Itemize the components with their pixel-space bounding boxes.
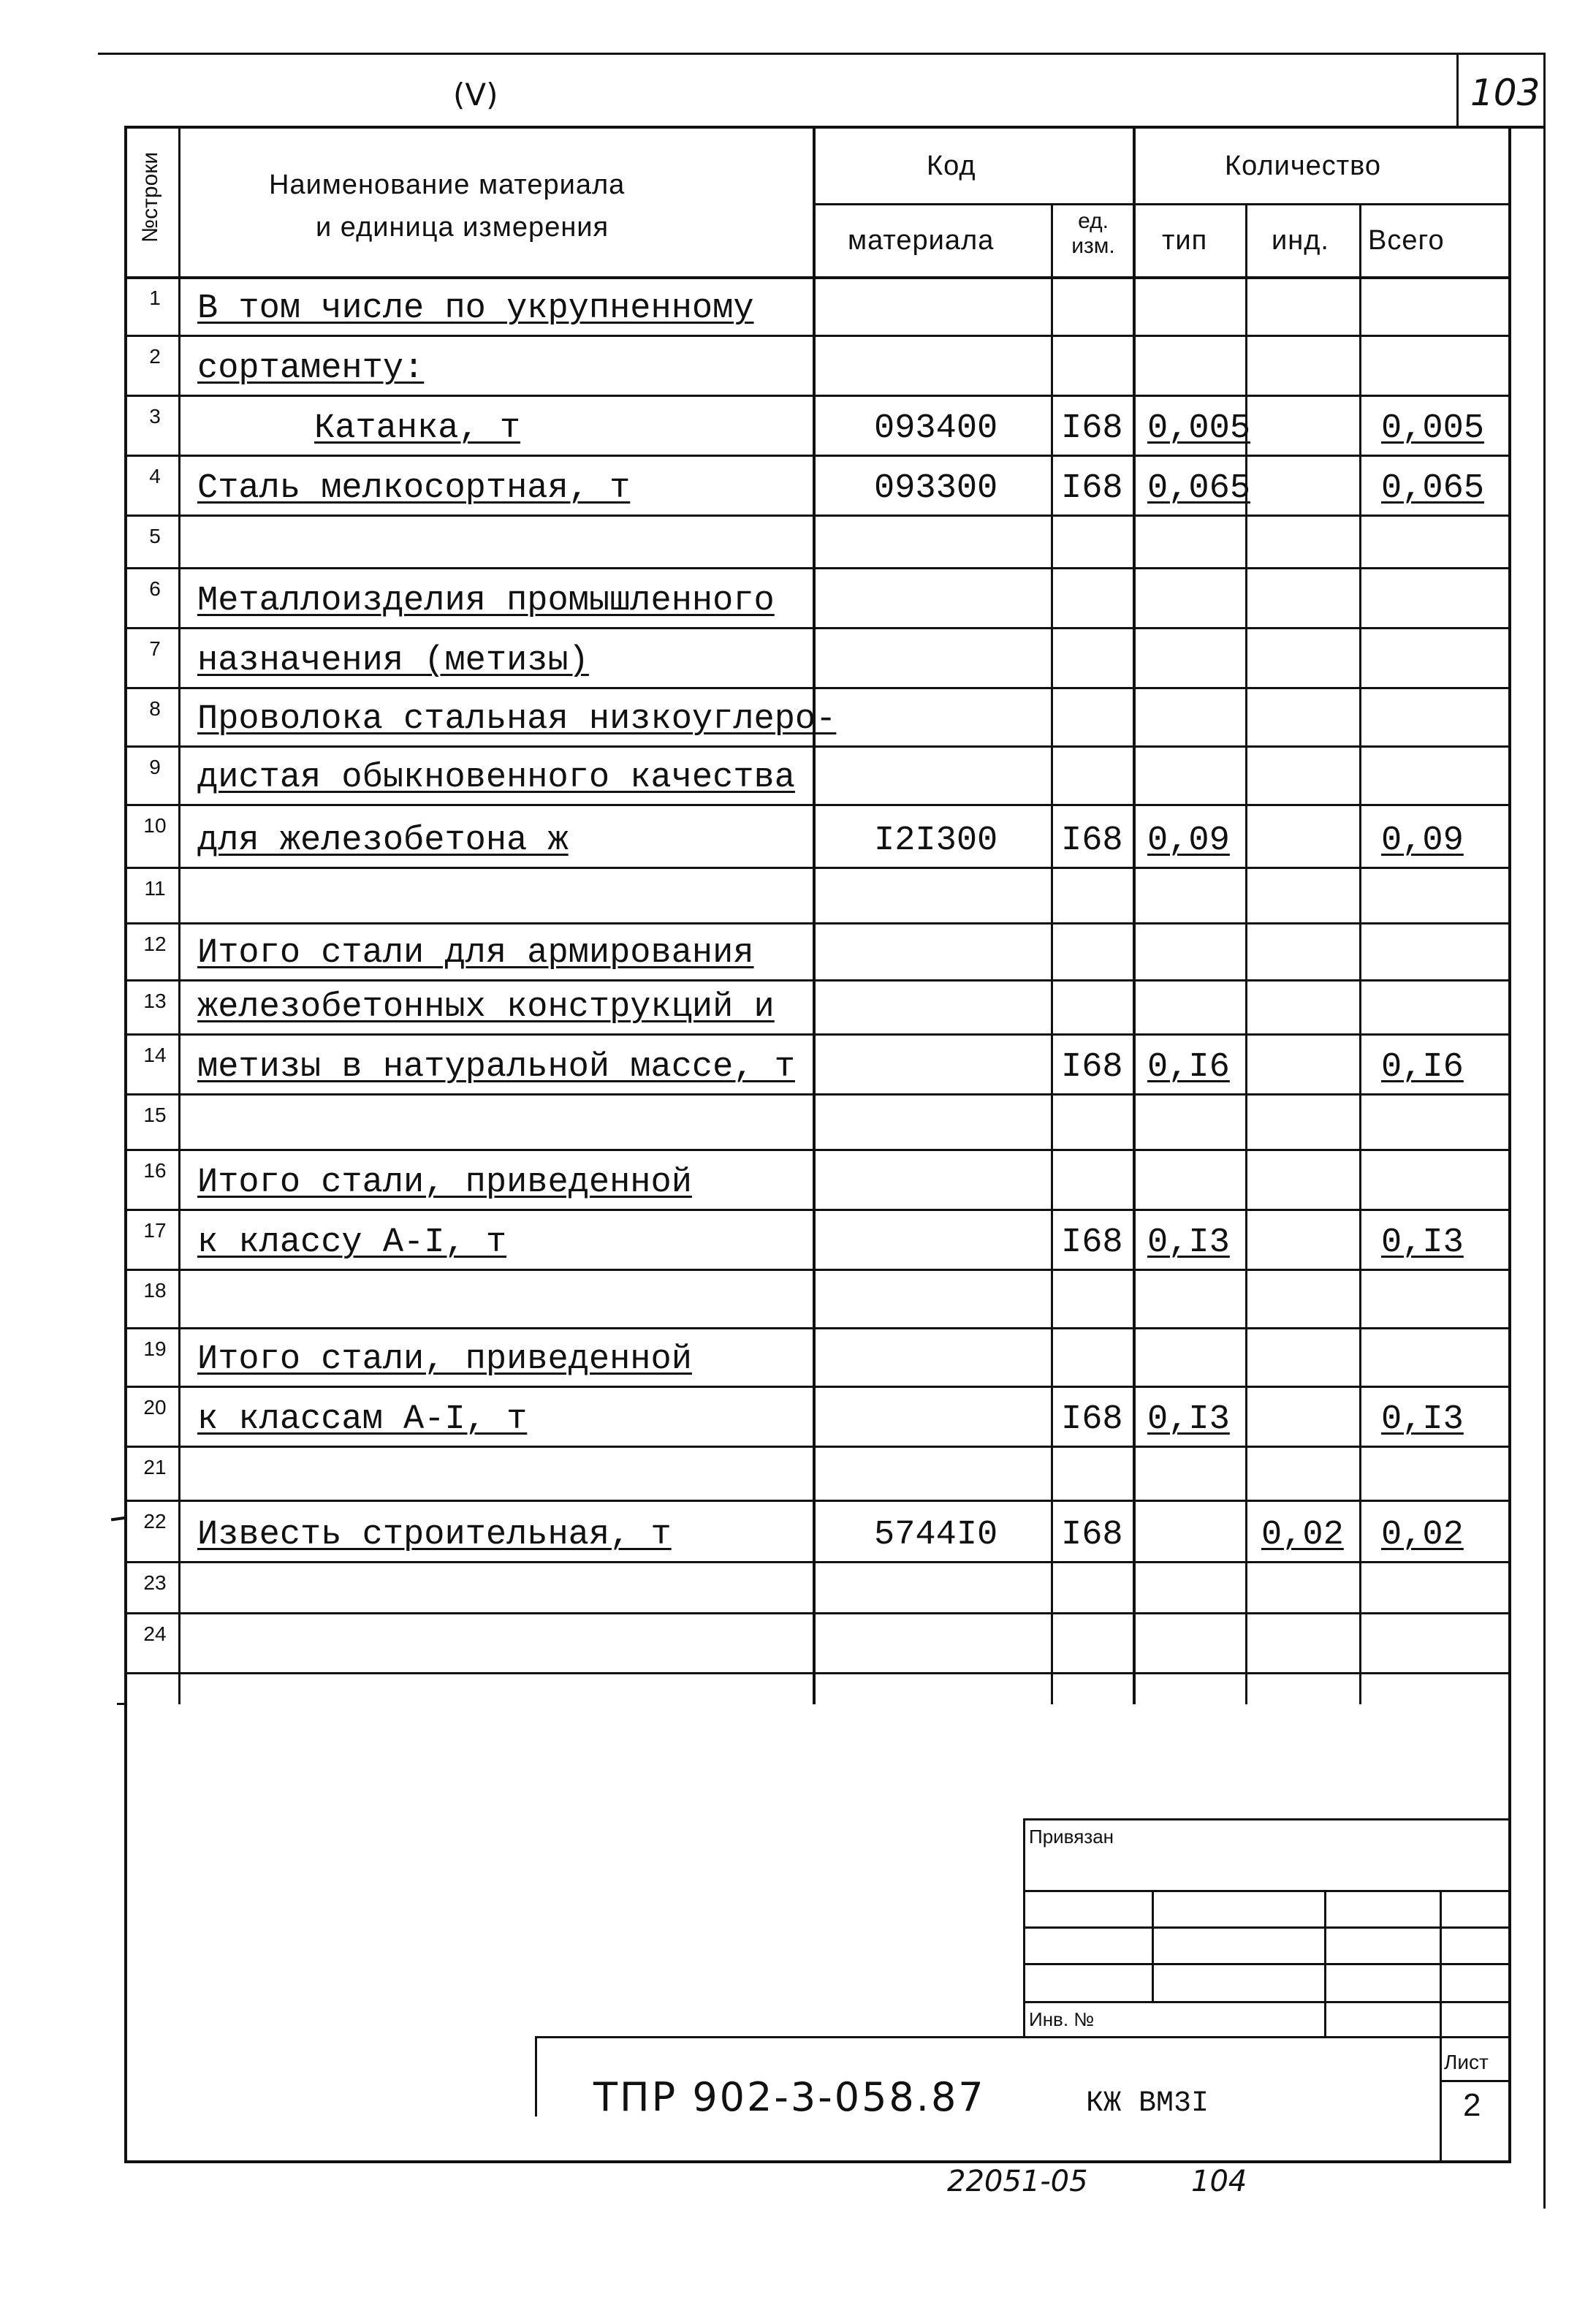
row-number: 2 (149, 345, 161, 368)
header-qty-total: Всего (1368, 225, 1445, 256)
row-unit: I68 (1061, 821, 1123, 860)
row-separator (124, 1386, 1510, 1388)
row-number: 9 (149, 756, 161, 778)
row-unit: I68 (1061, 1516, 1123, 1554)
row-total: 0,02 (1381, 1516, 1464, 1554)
stamp-col-1 (1152, 1891, 1154, 2001)
row-separator (124, 1209, 1510, 1211)
row-separator (124, 567, 1510, 569)
row-separator (124, 335, 1510, 337)
row-separator (124, 455, 1510, 457)
archive-page: 104 (1191, 2165, 1247, 2198)
row-separator (124, 1612, 1510, 1614)
row-code: I2I300 (874, 821, 998, 860)
archive-number: 22051-05 (947, 2165, 1088, 2198)
sheet-label: Лист (1444, 2051, 1489, 2073)
row-type: 0,005 (1147, 409, 1251, 448)
row-type: 0,I6 (1147, 1048, 1230, 1087)
header-code-group: Код (927, 151, 976, 181)
row-separator (124, 627, 1510, 629)
row-total: 0,005 (1381, 409, 1485, 448)
row-number: 22 (143, 1510, 167, 1533)
row-name: Сталь мелкосортная, т (197, 469, 631, 508)
row-separator (124, 1672, 1510, 1674)
row-name: к классам А-I, т (197, 1400, 528, 1439)
row-code: 5744I0 (874, 1516, 998, 1554)
stamp-inv-label: Инв. № (1029, 2008, 1095, 2030)
col-sep-code (1051, 205, 1053, 1704)
row-name: назначения (метизы) (197, 642, 589, 680)
row-separator (124, 395, 1510, 397)
row-code: 093300 (874, 469, 998, 508)
row-unit: I68 (1061, 1223, 1123, 1262)
row-number: 13 (143, 990, 167, 1012)
header-mid-line (813, 203, 1508, 205)
row-number: 15 (143, 1104, 167, 1126)
frame-right-border (1508, 126, 1511, 2162)
header-bottom-line (124, 276, 1510, 279)
title-block-top (535, 2036, 1510, 2038)
header-code-material: материала (848, 225, 995, 256)
row-unit: I68 (1061, 1048, 1123, 1087)
col-sep-ind (1359, 205, 1361, 1704)
header-qty-type: тип (1162, 225, 1208, 256)
row-name: для железобетона ж (197, 821, 569, 860)
frame-left-border (124, 126, 127, 2162)
document-mark: КЖ ВМ3I (1086, 2087, 1209, 2120)
row-number: 3 (149, 405, 161, 428)
header-qty-ind: инд. (1272, 225, 1329, 256)
header-row-number: №строки (138, 151, 162, 243)
row-separator (124, 1561, 1510, 1563)
row-separator (124, 1446, 1510, 1448)
row-type: 0,I3 (1147, 1223, 1230, 1262)
sheet-value: 2 (1463, 2087, 1481, 2123)
row-separator (124, 1033, 1510, 1036)
row-name: Известь строительная, т (197, 1516, 672, 1554)
row-name: Катанка, т (314, 409, 521, 448)
row-type: 0,09 (1147, 821, 1230, 860)
row-separator (124, 1149, 1510, 1151)
table-top-border (124, 126, 1545, 129)
stamp-line-3 (1023, 1963, 1510, 1965)
row-separator (124, 515, 1510, 517)
col-sep-name (813, 126, 816, 1704)
row-name: железобетонных конструкций и (197, 988, 775, 1027)
row-separator (124, 1500, 1510, 1502)
row-number: 18 (143, 1279, 167, 1302)
variant-mark: (V) (453, 77, 498, 113)
row-name: Итого стали, приведенной (197, 1340, 692, 1379)
row-name: Проволока стальная низкоуглеро- (197, 700, 837, 739)
row-total: 0,I3 (1381, 1400, 1464, 1439)
row-type: 0,065 (1147, 469, 1251, 508)
row-total: 0,065 (1381, 469, 1485, 508)
row-type: 0,I3 (1147, 1400, 1230, 1439)
row-separator (124, 745, 1510, 748)
stamp-col-3 (1440, 1891, 1442, 2162)
document-code: ТПР 902-3-058.87 (593, 2074, 986, 2120)
row-number: 24 (143, 1622, 167, 1645)
row-separator (124, 867, 1510, 869)
row-unit: I68 (1061, 469, 1123, 508)
row-number: 23 (143, 1571, 167, 1594)
row-total: 0,09 (1381, 821, 1464, 860)
row-separator (124, 1093, 1510, 1096)
header-name-line1: Наименование материала (269, 170, 626, 200)
page-number-box-left (1456, 53, 1459, 126)
row-unit: I68 (1061, 1400, 1123, 1439)
row-separator (124, 687, 1510, 689)
row-name: В том числе по укрупненному (197, 289, 754, 328)
row-number: 19 (143, 1337, 167, 1360)
row-separator (124, 979, 1510, 982)
col-sep-rownum (178, 126, 180, 1704)
row-ind: 0,02 (1261, 1516, 1344, 1554)
row-separator (124, 1327, 1510, 1329)
header-name-line2: и единица измерения (316, 212, 609, 243)
stamp-top (1023, 1818, 1510, 1820)
top-border-line (98, 53, 1545, 55)
stamp-line-1 (1023, 1890, 1510, 1892)
row-separator (124, 922, 1510, 925)
row-separator (124, 804, 1510, 806)
row-number: 10 (143, 814, 167, 837)
stamp-line-4 (1023, 2001, 1510, 2003)
col-sep-unit (1133, 126, 1136, 1704)
row-name: к классу А-I, т (197, 1223, 507, 1262)
row-name: сортаменту: (197, 349, 425, 388)
row-number: 11 (144, 877, 166, 900)
header-qty-group: Количество (1225, 151, 1382, 181)
page-number-box-right (1543, 53, 1546, 126)
row-code: 093400 (874, 409, 998, 448)
row-number: 12 (143, 933, 167, 955)
row-number: 6 (149, 577, 161, 600)
stamp-line-2 (1023, 1926, 1510, 1929)
frame-bottom-border (124, 2160, 1511, 2163)
row-name: Итого стали для армирования (197, 934, 754, 973)
row-unit: I68 (1061, 409, 1123, 448)
row-name: Металлоизделия промышленного (197, 582, 775, 620)
page-number: 103 (1470, 72, 1540, 114)
row-number: 21 (143, 1456, 167, 1478)
row-total: 0,I6 (1381, 1048, 1464, 1087)
row-number: 5 (149, 525, 161, 547)
sheet-label-line (1440, 2080, 1510, 2082)
header-code-unit: ед. изм. (1071, 209, 1115, 258)
row-separator (124, 1269, 1510, 1271)
title-block-left (535, 2036, 537, 2116)
stamp-col-2 (1324, 1891, 1326, 2038)
row-name: метизы в натуральной массе, т (197, 1048, 795, 1087)
row-number: 20 (143, 1396, 167, 1419)
row-total: 0,I3 (1381, 1223, 1464, 1262)
row-number: 16 (143, 1159, 167, 1182)
row-name: дистая обыкновенного качества (197, 759, 795, 797)
stamp-bound-label: Привязан (1029, 1826, 1114, 1848)
row-number: 14 (143, 1044, 167, 1066)
row-number: 17 (143, 1219, 167, 1242)
row-number: 7 (149, 637, 161, 660)
row-number: 8 (149, 697, 161, 720)
page-outer-right-edge (1543, 126, 1546, 2209)
left-margin-tick-2 (117, 1703, 127, 1705)
row-name: Итого стали, приведенной (197, 1163, 692, 1202)
row-number: 1 (149, 286, 161, 309)
row-number: 4 (149, 465, 161, 487)
